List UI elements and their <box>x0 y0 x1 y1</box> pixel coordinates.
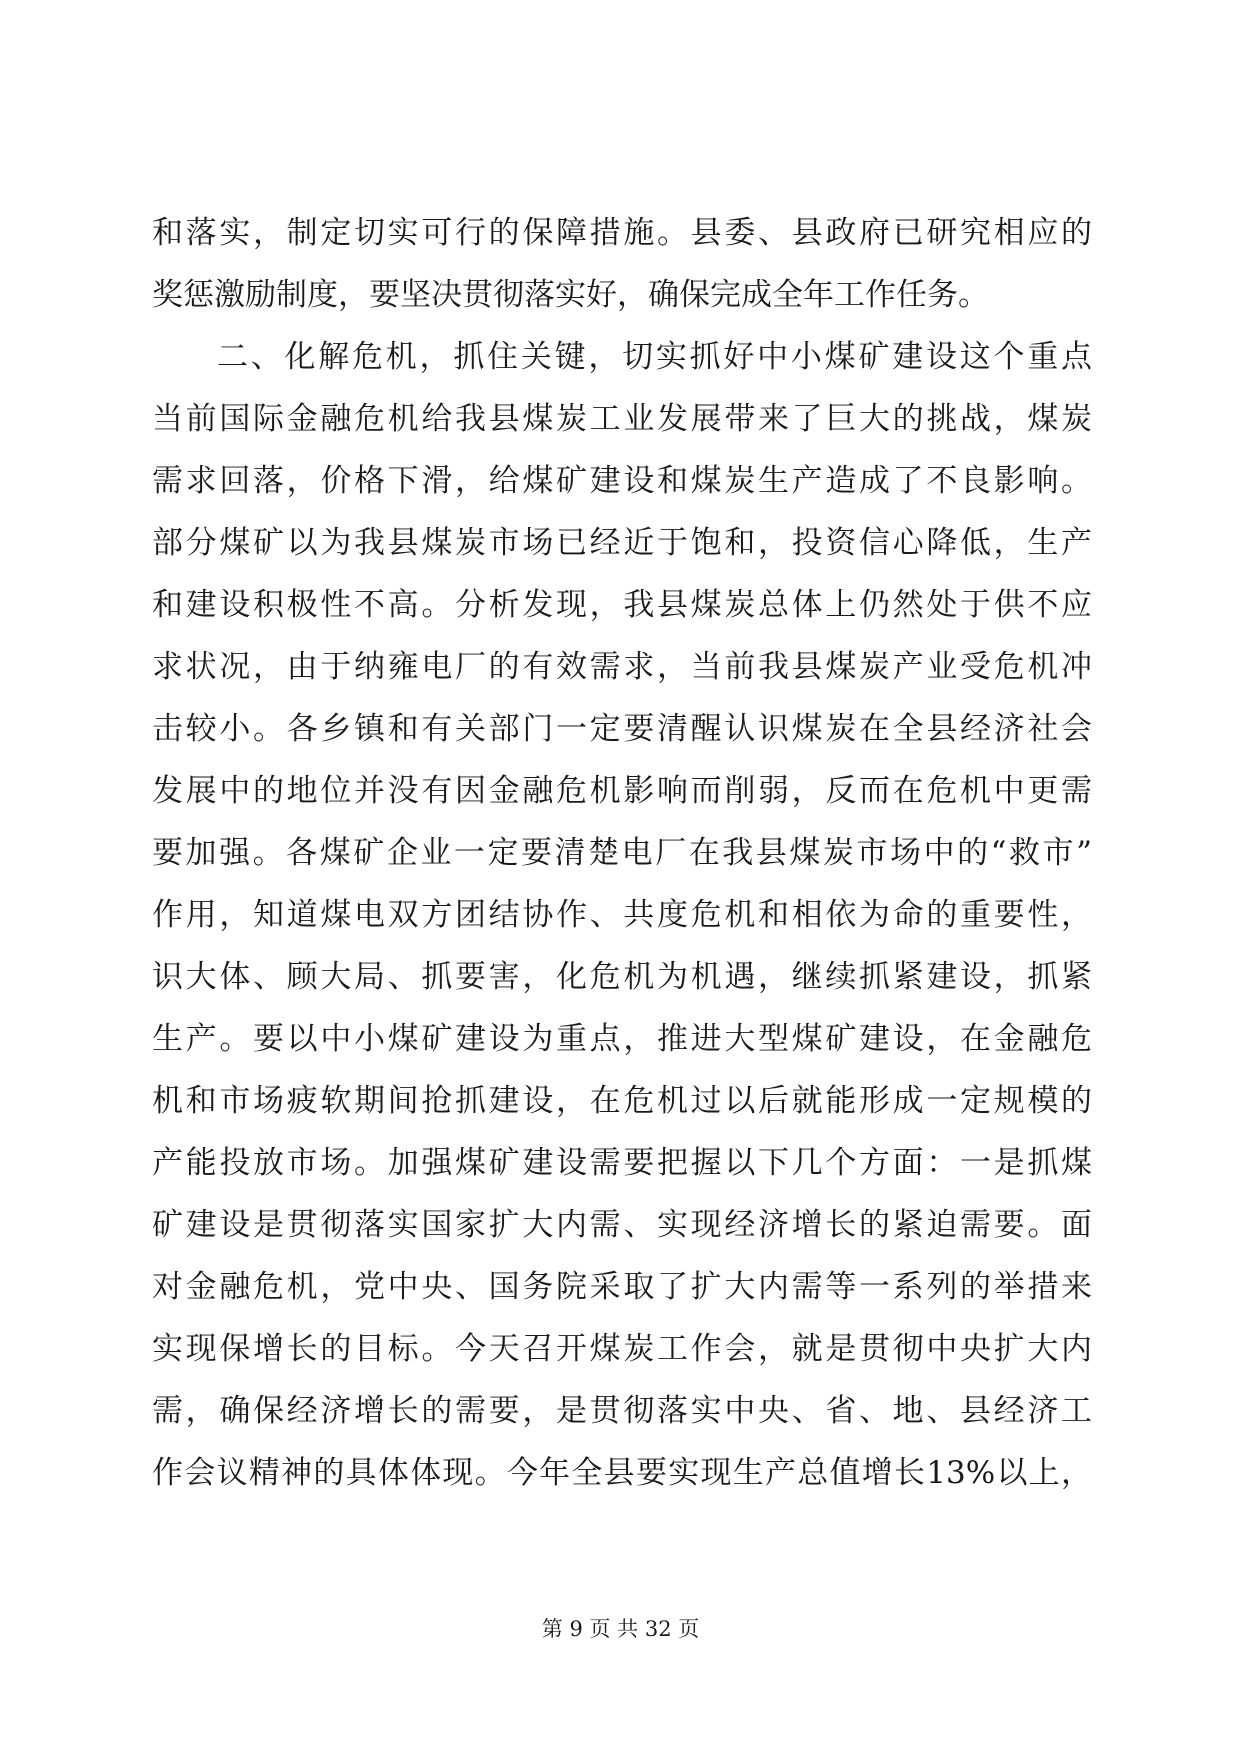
body-text-line: 发展中的地位并没有因金融危机影响而削弱，反而在危机中更需 <box>152 773 1092 809</box>
body-text-line: 奖惩激励制度，要坚决贯彻落实好，确保完成全年工作任务。 <box>152 277 989 313</box>
body-text-line: 实现保增长的目标。今天召开煤炭工作会，就是贯彻中央扩大内 <box>152 1331 1092 1367</box>
body-text-line: 求状况，由于纳雍电厂的有效需求，当前我县煤炭产业受危机冲 <box>152 649 1092 685</box>
body-text-line: 机和市场疲软期间抢抓建设，在危机过以后就能形成一定规模的 <box>152 1083 1092 1119</box>
body-text-line: 要加强。各煤矿企业一定要清楚电厂在我县煤炭市场中的“救市” <box>152 835 1092 871</box>
body-text-line: 作用，知道煤电双方团结协作、共度危机和相依为命的重要性， <box>152 897 1092 933</box>
body-text-line: 需求回落，价格下滑，给煤矿建设和煤炭生产造成了不良影响。 <box>152 463 1092 499</box>
body-text-line: 和落实，制定切实可行的保障措施。县委、县政府已研究相应的 <box>152 215 1092 251</box>
body-text-line: 识大体、顾大局、抓要害，化危机为机遇，继续抓紧建设，抓紧 <box>152 959 1092 995</box>
body-text-line: 产能投放市场。加强煤矿建设需要把握以下几个方面：一是抓煤 <box>152 1145 1092 1181</box>
body-text-line: 对金融危机，党中央、国务院采取了扩大内需等一系列的举措来 <box>152 1269 1092 1305</box>
body-text-line: 部分煤矿以为我县煤炭市场已经近于饱和，投资信心降低，生产 <box>152 525 1092 561</box>
page-number-footer: 第 9 页 共 32 页 <box>541 1617 700 1641</box>
section-heading: 二、化解危机，抓住关键，切实抓好中小煤矿建设这个重点 <box>217 339 1092 375</box>
body-text-line: 和建设积极性不高。分析发现，我县煤炭总体上仍然处于供不应 <box>152 587 1092 623</box>
body-text-line: 矿建设是贯彻落实国家扩大内需、实现经济增长的紧迫需要。面 <box>152 1207 1092 1243</box>
body-text-line: 当前国际金融危机给我县煤炭工业发展带来了巨大的挑战，煤炭 <box>152 401 1092 437</box>
body-text-line: 击较小。各乡镇和有关部门一定要清醒认识煤炭在全县经济社会 <box>152 711 1092 747</box>
body-text-line: 作会议精神的具体体现。今年全县要实现生产总值增长13%以上， <box>152 1455 1092 1491</box>
body-text-line: 生产。要以中小煤矿建设为重点，推进大型煤矿建设，在金融危 <box>152 1021 1092 1057</box>
body-text-line: 需，确保经济增长的需要，是贯彻落实中央、省、地、县经济工 <box>152 1393 1092 1429</box>
